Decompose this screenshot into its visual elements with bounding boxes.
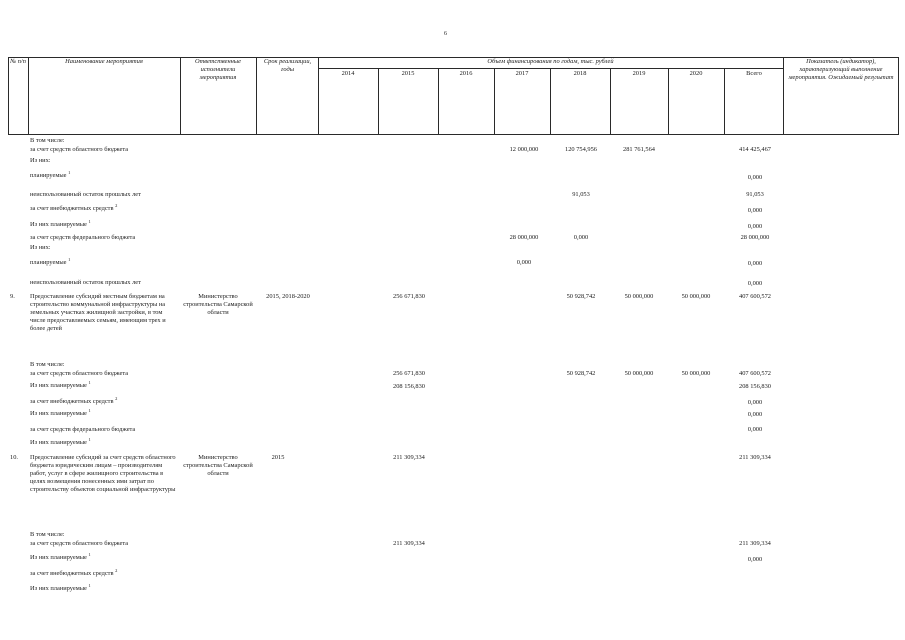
block1-fed-unused-label: неиспользованный остаток прошлых лет <box>30 279 141 286</box>
row9-term: 2015, 2018-2020 <box>266 293 310 300</box>
year-2019: 2019 <box>632 70 646 77</box>
block1-fed-unused-total: 0,000 <box>747 280 763 287</box>
col-border <box>724 68 725 135</box>
row9-fed-planned-label: Из них планируемые $^1$ <box>30 436 91 446</box>
row9-regional-2020: 50 000,000 <box>681 370 711 377</box>
header-exec: Ответственные исполнители мероприятия <box>195 58 241 81</box>
col-border <box>668 68 669 135</box>
col-border <box>28 57 29 135</box>
page-number: 6 <box>444 31 447 37</box>
header-financing: Объем финансирования по годам, тыс. рублей <box>487 58 614 65</box>
row10-exec: Министерство строительства Самарской области <box>183 454 253 477</box>
row9-federal-total: 0,000 <box>747 426 763 433</box>
row10-planned-label: Из них планируемые $^1$ <box>30 551 91 561</box>
row9-planned-total: 208 156,830 <box>739 383 771 390</box>
col-border <box>318 57 319 135</box>
row9-regional-2018: 50 928,742 <box>566 370 596 377</box>
block1-regional-2019: 281 761,564 <box>623 146 655 153</box>
block1-federal-2018: 0,000 <box>573 234 589 241</box>
row9-regional-2015: 256 671,830 <box>393 370 425 377</box>
row10-in-total: В том числе: <box>30 531 65 538</box>
col-border <box>378 68 379 135</box>
row10-extra-planned-label: Из них планируемые $^1$ <box>30 582 91 592</box>
block1-federal-2017: 28 000,000 <box>509 234 539 241</box>
year-2020: 2020 <box>689 70 703 77</box>
row10-extra-label: за счет внебюджетных средств $^2$ <box>30 567 118 577</box>
row10-regional-total: 211 309,334 <box>739 540 771 547</box>
block1-regional-total: 414 425,467 <box>739 146 771 153</box>
row9-total: 407 600,572 <box>739 293 771 300</box>
row9-planned-2015: 208 156,830 <box>393 383 425 390</box>
block1-of-them2: Из них: <box>30 244 51 251</box>
row10-regional-label: за счет средств областного бюджета <box>30 540 129 547</box>
row9-extra-total: 0,000 <box>747 399 763 406</box>
block1-planned-total: 0,000 <box>747 174 763 181</box>
row9-federal-label: за счет средств федерального бюджета <box>30 426 136 433</box>
block1-federal-total: 28 000,000 <box>740 234 770 241</box>
block1-federal-label: за счет средств федерального бюджета <box>30 234 136 241</box>
col-border <box>898 57 899 135</box>
row9-in-total: В том числе: <box>30 361 65 368</box>
block1-of-them: Из них: <box>30 157 51 164</box>
row9-planned-label: Из них планируемые $^1$ <box>30 379 91 389</box>
block1-regional-label: за счет средств областного бюджета <box>30 146 129 153</box>
header-indicator: Показатель (индикатор), характеризующий выполнение мероприятия. Ожидаемый результат <box>788 58 894 81</box>
header-bottom-rule <box>8 134 899 135</box>
header-name: Наименование мероприятия <box>65 58 143 65</box>
row9-2015: 256 671,830 <box>393 293 425 300</box>
row9-regional-total: 407 600,572 <box>739 370 771 377</box>
row9-extra-planned-total: 0,000 <box>747 411 763 418</box>
year-2018: 2018 <box>573 70 587 77</box>
row9-exec: Министерство строительства Самарской области <box>183 293 253 316</box>
block1-fed-planned-total: 0,000 <box>747 260 763 267</box>
row10-total: 211 309,334 <box>739 454 771 461</box>
block1-extra-total: 0,000 <box>747 207 763 214</box>
block1-fed-planned-2017: 0,000 <box>516 259 532 266</box>
block1-in-total: В том числе: <box>30 137 65 144</box>
row10-planned-total: 0,000 <box>747 556 763 563</box>
year-2015: 2015 <box>401 70 415 77</box>
block1-unused-2018: 91,053 <box>572 191 590 198</box>
row9-2020: 50 000,000 <box>681 293 711 300</box>
row10-2015: 211 309,334 <box>393 454 425 461</box>
row9-name: Предоставление субсидий местным бюджетам на строительство коммунальной инфраструктуры на земельных участках жилищной застройки, в том числе предоставляемых семьям, имеющим трех и более детей <box>30 293 166 332</box>
block1-unused-label: неиспользованный остаток прошлых лет <box>30 191 141 198</box>
year-total: Всего <box>746 70 762 77</box>
row9-extra-label: за счет внебюджетных средств $^2$ <box>30 395 118 405</box>
row9-num: 9. <box>10 293 15 300</box>
row9-extra-planned-label: Из них планируемые $^1$ <box>30 407 91 417</box>
year-2016: 2016 <box>459 70 473 77</box>
row10-term: 2015 <box>271 454 285 461</box>
col-border <box>494 68 495 135</box>
block1-regional-2017: 12 000,000 <box>509 146 539 153</box>
block1-fed-planned-label: планируемые $^1$ <box>30 256 71 266</box>
row10-regional-2015: 211 309,334 <box>393 540 425 547</box>
header-num: № п/п <box>10 58 26 65</box>
block1-extra-planned-label: Из них планируемые $^1$ <box>30 218 91 228</box>
col-border <box>550 68 551 135</box>
header-term: Срок реализации, годы <box>263 58 312 73</box>
col-border <box>8 57 9 135</box>
row9-2018: 50 928,742 <box>566 293 596 300</box>
block1-planned-label: планируемые $^1$ <box>30 169 71 179</box>
block1-extra-label: за счет внебюджетных средств $^2$ <box>30 202 118 212</box>
year-2017: 2017 <box>515 70 529 77</box>
col-border <box>438 68 439 135</box>
year-2014: 2014 <box>341 70 355 77</box>
row9-regional-label: за счет средств областного бюджета <box>30 370 129 377</box>
col-border <box>610 68 611 135</box>
block1-unused-total: 91,053 <box>746 191 764 198</box>
row10-num: 10. <box>10 454 18 461</box>
row9-2019: 50 000,000 <box>624 293 654 300</box>
col-border <box>180 57 181 135</box>
block1-regional-2018: 120 754,956 <box>565 146 597 153</box>
row10-name: Предоставление субсидий за счет средств областного бюджета юридическим лицам – производителям работ, услуг в сфере жилищного строительства в целях возмещения понесенных ими затрат по строительству объектов социальной инфраструктуры <box>30 454 176 493</box>
row9-regional-2019: 50 000,000 <box>624 370 654 377</box>
block1-extra-planned-total: 0,000 <box>747 223 763 230</box>
